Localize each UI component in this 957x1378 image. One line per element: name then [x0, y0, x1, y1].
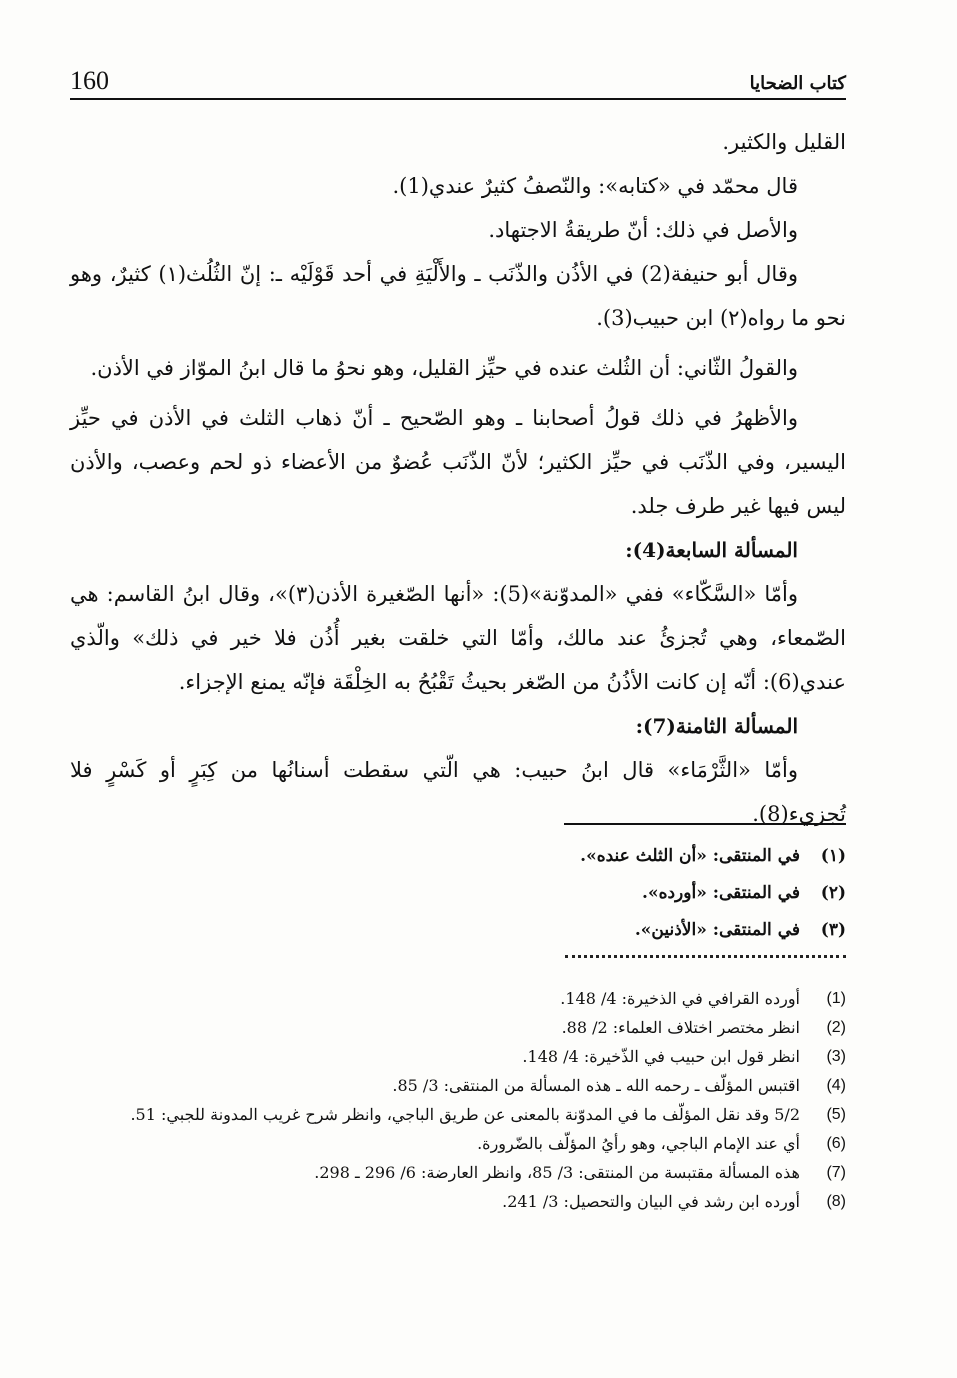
footnote-item	[70, 838, 846, 875]
footnote-item	[70, 1042, 846, 1071]
footnote-number: (7)	[826, 1164, 846, 1181]
section-heading: المسألة الثامنة(7):	[635, 714, 798, 738]
paragraph: قال محمّد في «كتابه»: والنّصفُ كثيرٌ عندي(1).	[392, 174, 798, 198]
paragraph: والأصل في ذلك: أنّ طريقةُ الاجتهاد.	[488, 218, 798, 242]
footnote-text: 5/2 وقد نقل المؤلّف ما في المدوّنة بالمعنى عن طريق الباجي، وانظر شرح غريب المدونة للجبي: 51.	[130, 1105, 800, 1124]
footnote-item	[70, 1158, 846, 1187]
footnote-number: (4)	[826, 1077, 846, 1094]
variant-footnotes	[70, 838, 846, 949]
footnote-item	[70, 1013, 846, 1042]
paragraph: والقولُ الثّاني: أن الثُلث عنده في حيِّز القليل، وهو نحوُ ما قال ابنُ الموّاز في الأذن.	[90, 356, 798, 380]
paragraph: القليل والكثير.	[722, 130, 846, 154]
footnote-number: (5)	[826, 1106, 846, 1123]
source-footnotes	[70, 984, 846, 1216]
footnote-text: في المنتقى: «الأذنين».	[634, 920, 800, 940]
footnote-number: (8)	[826, 1193, 846, 1210]
page-number: 160	[70, 66, 109, 95]
footnote-item	[70, 984, 846, 1013]
footnote-item	[70, 875, 846, 912]
footnote-item	[70, 1071, 846, 1100]
paragraph: وأمّا «السَّكّاء» ففي «المدوّنة»(5): «أنها الصّغيرة الأذن(٣)»، وقال ابنُ القاسم: هي الصّمعاء، وهي تُجزئُ عند مالك، وأمّا التي خلقت بغير أُذُن فلا خير في ذلك» والّذي عندي(6): أنّه إن كانت الأذُنُ من الصّغر بحيثُ تَقْبُحُ به الخِلْقَة فإنّه يمنع الإجزاء.	[70, 582, 846, 694]
footnote-number: (٢)	[820, 883, 846, 903]
footnote-item	[70, 1187, 846, 1216]
footnote-text: أورده ابن رشد في البيان والتحصيل: 3/ 241.	[502, 1192, 800, 1211]
footnote-separator	[564, 823, 846, 825]
paragraph: والأظهرُ في ذلك قولُ أصحابنا ـ وهو الصّحيح ـ أنّ ذهاب الثلث في الأذن في حيِّز اليسير، وفي الذّنَب في حيِّز الكثير؛ لأنّ الذّنَب عُضوٌ من الأعضاء ذو لحم وعصب، والأذن ليس فيها غير طرف جلد.	[70, 406, 846, 518]
footnote-number: (2)	[826, 1019, 846, 1036]
paragraph: وقال أبو حنيفة(2) في الأذُن والذّنَب ـ والأَلْيَةِ في أحد قَوْلَيْه ـ: إنّ الثُلُث(١) كثيرٌ، وهو نحو ما رواه(٢) ابن حبيب(3).	[70, 262, 846, 330]
footnote-text: اقتبس المؤلّف ـ رحمه الله ـ هذه المسألة من المنتقى: 3/ 85.	[392, 1076, 800, 1095]
dotted-separator	[565, 955, 846, 966]
footnote-text: انظر قول ابن حبيب في الذّخيرة: 4/ 148.	[522, 1047, 800, 1066]
footnote-item	[70, 912, 846, 949]
footnote-number: (3)	[826, 1048, 846, 1065]
footnote-text: هذه المسألة مقتبسة من المنتقى: 3/ 85، وانظر العارضة: 6/ 296 ـ 298.	[314, 1163, 800, 1182]
page-header	[70, 68, 846, 100]
section-heading: المسألة السابعة(4):	[625, 538, 798, 562]
footnote-item	[70, 1100, 846, 1129]
footnote-number: (1)	[826, 990, 846, 1007]
main-text	[70, 120, 846, 836]
footnote-text: انظر مختصر اختلاف العلماء: 2/ 88.	[561, 1018, 800, 1037]
footnote-item	[70, 1129, 846, 1158]
running-title: كتاب الضحايا	[749, 73, 846, 94]
footnote-number: (٣)	[820, 920, 846, 940]
footnote-text: أي عند الإمام الباجي، وهو رأيُ المؤلّف بالضّرورة.	[477, 1134, 800, 1153]
footnote-number: (6)	[826, 1135, 846, 1152]
footnote-number: (١)	[820, 846, 846, 866]
footnote-text: أورده القرافي في الذخيرة: 4/ 148.	[560, 989, 800, 1008]
footnote-text: في المنتقى: «أن الثلث عنده».	[580, 846, 800, 866]
footnote-text: في المنتقى: «أورده».	[642, 883, 800, 903]
paragraph: وأمّا «الثَّرْمَاء» قال ابنُ حبيب: هي الّتي سقطت أسنانُها من كِبَرٍ أو كَسْرٍ فلا تُجزيء(8).	[70, 758, 846, 826]
